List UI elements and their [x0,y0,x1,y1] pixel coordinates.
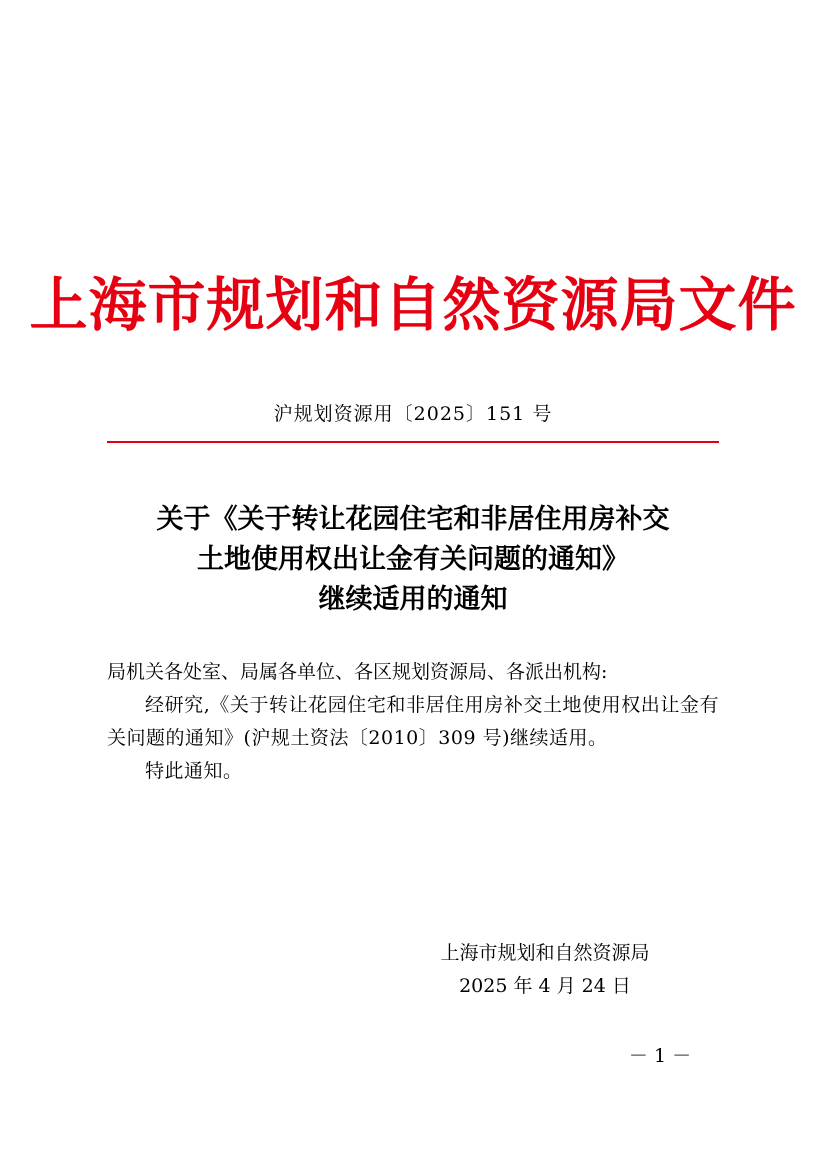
notice-title [90,500,736,620]
body-paragraph-2: 特此通知。 [145,760,243,782]
notice-title-line-1: 关于《关于转让花园住宅和非居住用房补交 [156,504,670,535]
signature-organization: 上海市规划和自然资源局 [440,942,650,964]
notice-title-line-2: 土地使用权出让金有关问题的通知》 [197,544,629,575]
body-paragraph-1: 经研究,《关于转让花园住宅和非居住用房补交土地使用权出让金有关问题的通知》(沪规土资法〔2010〕309 号)继续适用。 [107,694,719,749]
signature-date: 2025 年 4 月 24 日 [459,975,631,997]
document-header-title: 上海市规划和自然资源局文件 [29,271,797,339]
red-divider-line [107,441,719,443]
recipients-line: 局机关各处室、局属各单位、各区规划资源局、各派出机构: [107,661,608,683]
document-number: 沪规划资源用〔2025〕151 号 [273,403,553,425]
notice-title-line-3: 继续适用的通知 [318,584,508,615]
notice-body [107,656,719,788]
page-number: － 1 － [628,1045,692,1067]
signature-block [400,937,690,1003]
